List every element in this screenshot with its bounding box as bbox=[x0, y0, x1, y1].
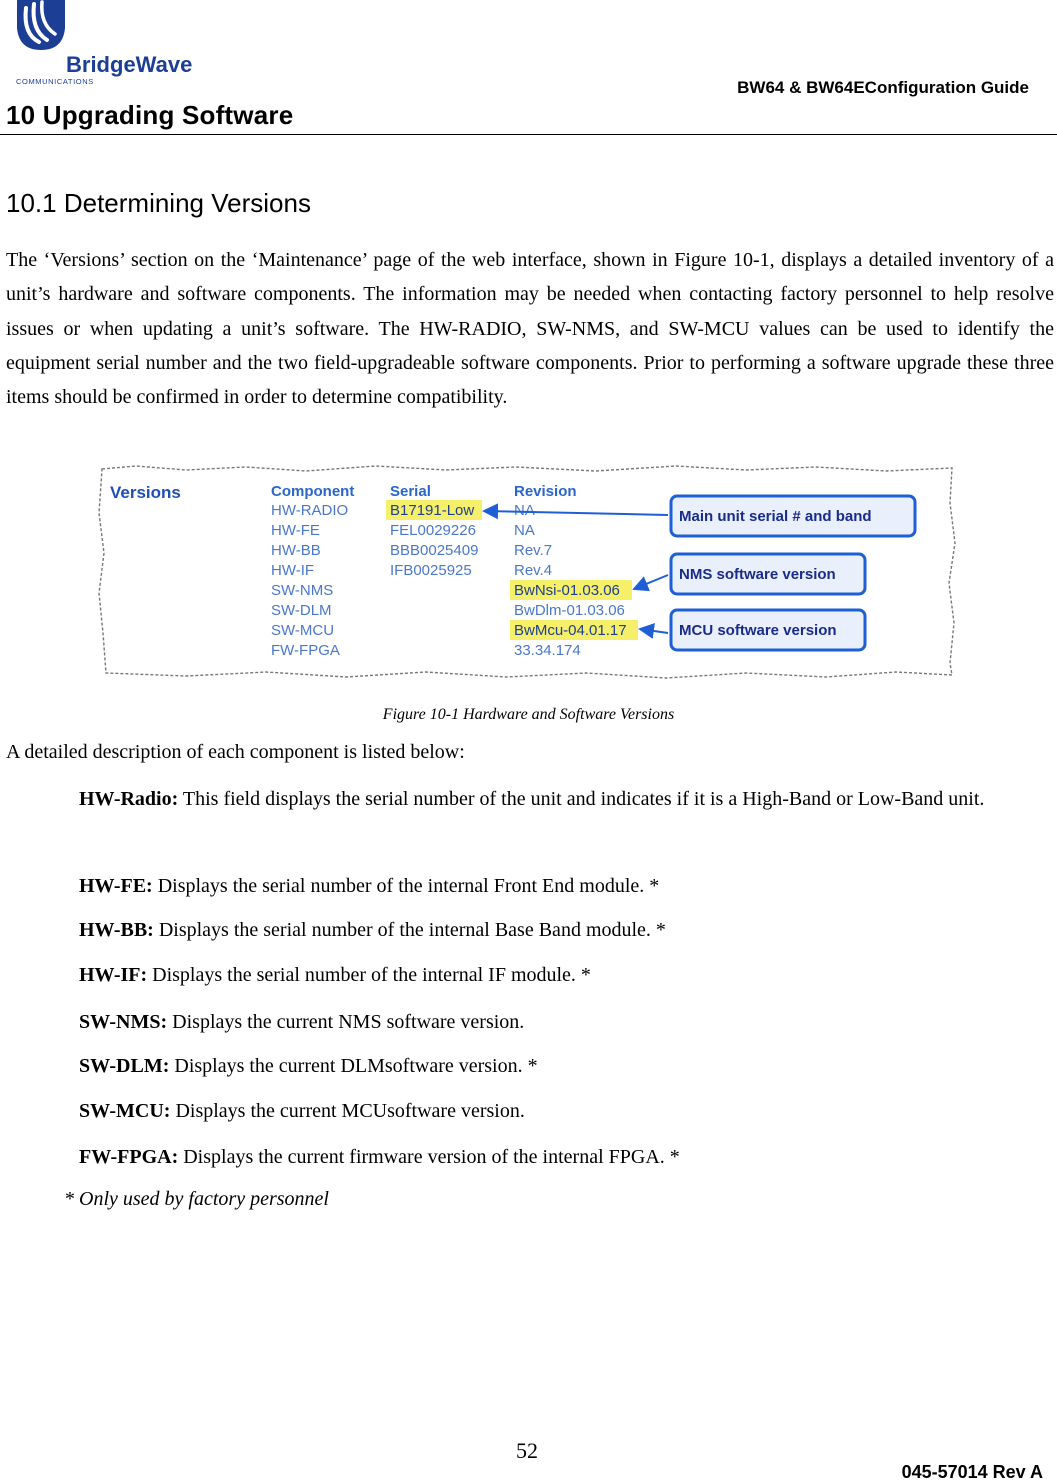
row-component: SW-NMS bbox=[271, 582, 334, 599]
document-title: BW64 & BW64EConfiguration Guide bbox=[737, 78, 1029, 97]
row-component: FW-FPGA bbox=[271, 642, 340, 659]
row-component: SW-MCU bbox=[271, 622, 335, 639]
row-serial: IFB0025925 bbox=[390, 562, 472, 579]
row-component: HW-FE bbox=[271, 522, 320, 539]
component-term: SW-NMS: bbox=[79, 1011, 168, 1033]
component-description bbox=[79, 1095, 1054, 1127]
row-serial: BBB0025409 bbox=[390, 542, 479, 559]
row-revision: BwNsi-01.03.06 bbox=[514, 582, 620, 599]
component-term: HW-BB: bbox=[79, 919, 154, 941]
document-revision: 045-57014 Rev A bbox=[901, 1462, 1043, 1482]
callout-nms-version: NMS software version bbox=[679, 566, 836, 583]
component-description bbox=[79, 1006, 1054, 1038]
column-header-component: Component bbox=[271, 483, 355, 500]
component-text: Displays the current DLMsoftware version. * bbox=[169, 1055, 538, 1077]
component-term: FW-FPGA: bbox=[79, 1146, 179, 1168]
row-component: HW-IF bbox=[271, 562, 315, 579]
callout-mcu-version: MCU software version bbox=[679, 622, 837, 639]
row-revision: 33.34.174 bbox=[514, 642, 581, 659]
row-serial: FEL0029226 bbox=[390, 522, 476, 539]
component-text: Displays the serial number of the internal IF module. * bbox=[147, 964, 591, 986]
component-description bbox=[79, 783, 1054, 815]
row-component: SW-DLM bbox=[271, 602, 332, 619]
versions-figure bbox=[96, 463, 958, 681]
component-term: SW-MCU: bbox=[79, 1100, 171, 1122]
component-description bbox=[79, 1050, 1054, 1082]
component-text: Displays the current firmware version of the internal FPGA. * bbox=[178, 1146, 680, 1168]
logo-mark-icon bbox=[17, 0, 65, 50]
page-number: 52 bbox=[516, 1438, 538, 1463]
component-term: SW-DLM: bbox=[79, 1055, 170, 1077]
header-divider bbox=[0, 134, 1057, 135]
bridgewave-logo bbox=[14, 0, 214, 90]
component-text: Displays the current MCUsoftware version. bbox=[170, 1100, 525, 1122]
logo-wordmark: BridgeWave bbox=[66, 52, 193, 77]
component-term: HW-Radio: bbox=[79, 788, 179, 810]
row-revision: Rev.4 bbox=[514, 562, 553, 579]
logo-tagline: COMMUNICATIONS bbox=[16, 77, 94, 86]
component-text: Displays the serial number of the internal Base Band module. * bbox=[153, 919, 666, 941]
component-description bbox=[79, 1141, 1054, 1173]
row-revision: Rev.7 bbox=[514, 542, 553, 559]
row-component: HW-BB bbox=[271, 542, 321, 559]
component-description bbox=[79, 914, 1054, 946]
row-revision: BwMcu-04.01.17 bbox=[514, 622, 627, 639]
row-component: HW-RADIO bbox=[271, 502, 349, 519]
list-intro: A detailed description of each component is listed below: bbox=[6, 741, 465, 763]
row-revision: NA bbox=[514, 522, 535, 539]
row-revision: NA bbox=[514, 502, 535, 519]
footnote: * Only used by factory personnel bbox=[64, 1188, 329, 1210]
row-revision: BwDlm-01.03.06 bbox=[514, 602, 625, 619]
callout-main-serial: Main unit serial # and band bbox=[679, 508, 872, 525]
row-serial: B17191-Low bbox=[390, 502, 475, 519]
versions-heading: Versions bbox=[110, 483, 181, 502]
component-term: HW-FE: bbox=[79, 875, 153, 897]
chapter-title: 10 Upgrading Software bbox=[6, 100, 294, 130]
intro-paragraph: The ‘Versions’ section on the ‘Maintenance’ page of the web interface, shown in Figure 10-1, displays a detailed inventory of a unit’s hardware and software components. The information may be needed when contacting factory personnel to help resolve issues or when updating a unit’s software. The HW-RADIO, SW-NMS, and SW-MCU values can be used to identify the equipment serial number and the two field-upgradeable software components. Prior to performing a software upgrade these three items should be confirmed in order to determine compatibility. bbox=[6, 249, 1054, 409]
component-term: HW-IF: bbox=[79, 964, 148, 986]
section-title: 10.1 Determining Versions bbox=[6, 188, 311, 218]
column-header-revision: Revision bbox=[514, 483, 577, 500]
column-header-serial: Serial bbox=[390, 483, 431, 500]
component-text: Displays the serial number of the internal Front End module. * bbox=[152, 875, 660, 897]
component-description bbox=[79, 959, 1054, 991]
figure-caption: Figure 10-1 Hardware and Software Versions bbox=[382, 706, 675, 723]
component-text: This field displays the serial number of the unit and indicates if it is a High-Band or Low-Band unit. bbox=[178, 788, 985, 810]
component-description bbox=[79, 870, 1054, 902]
component-text: Displays the current NMS software version. bbox=[167, 1011, 525, 1033]
